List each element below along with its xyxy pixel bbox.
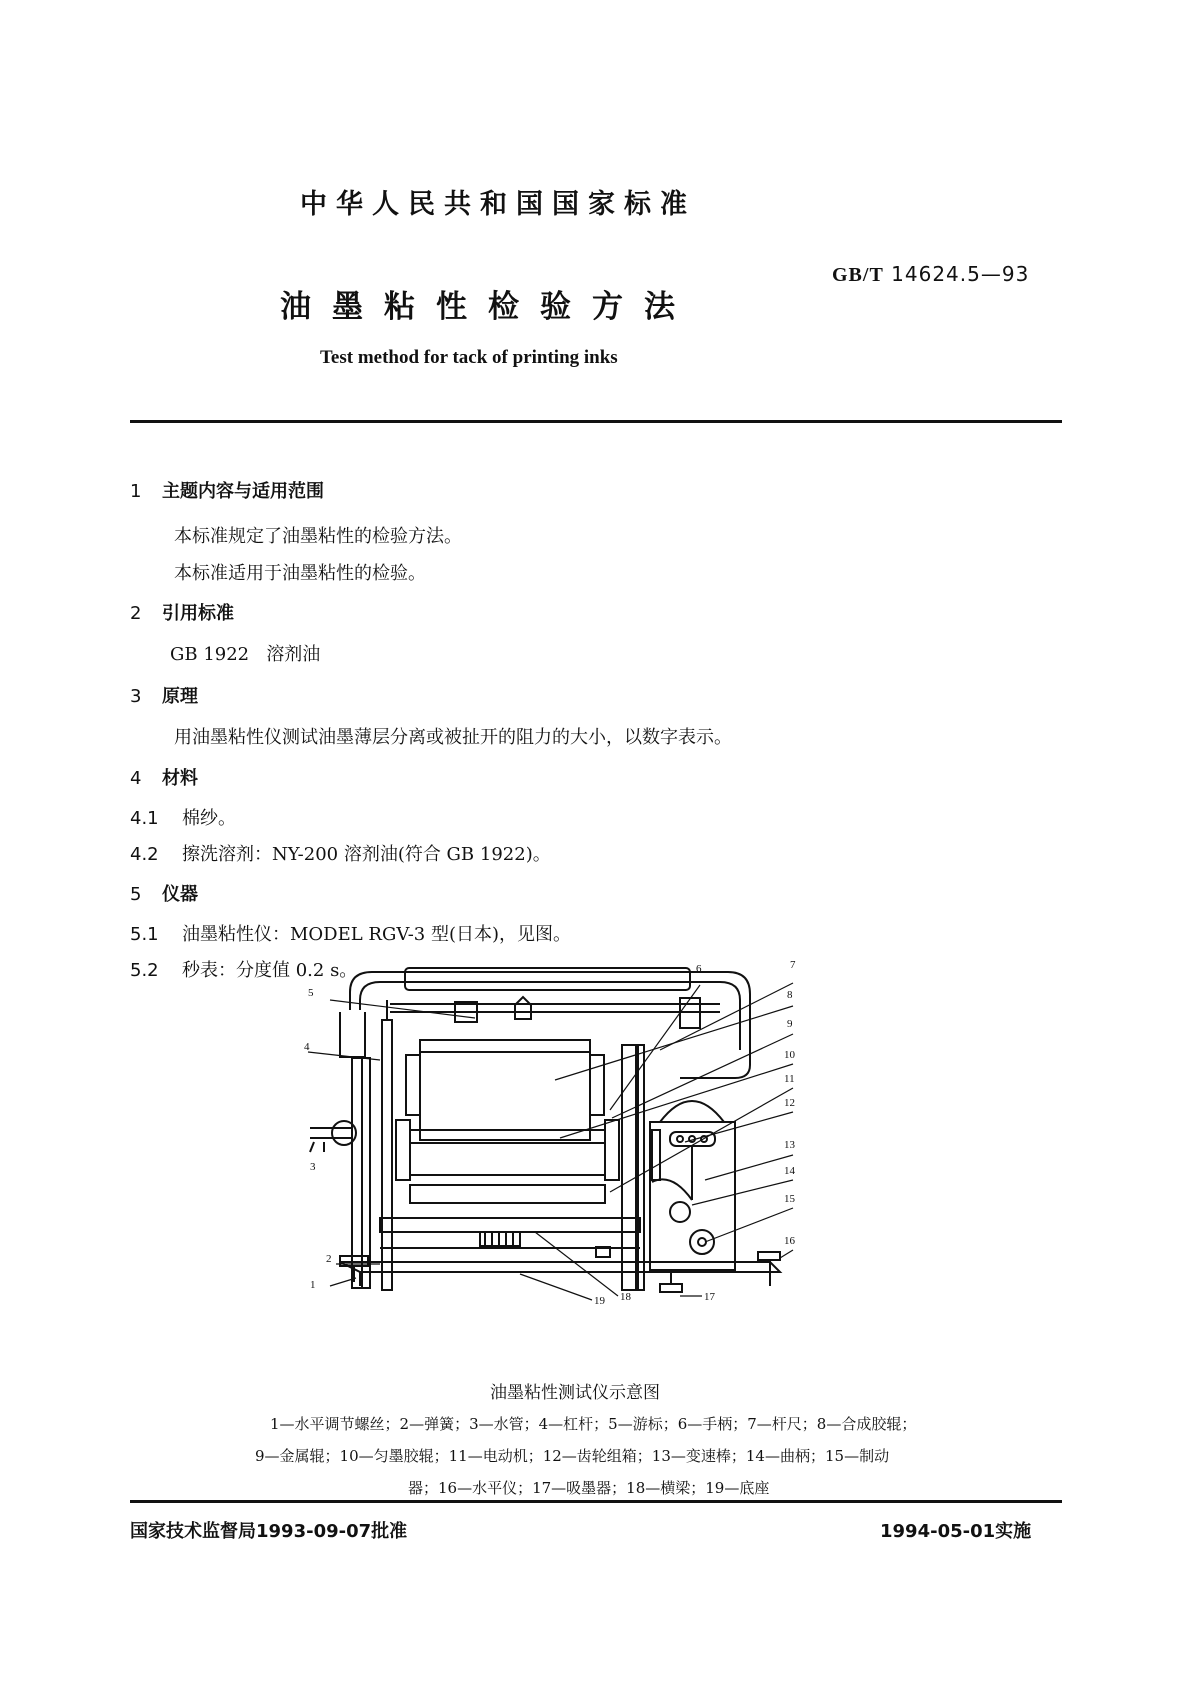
figure-label-5: 5 — [308, 987, 314, 999]
standard-number: 14624.5—93 — [891, 262, 1030, 286]
figure-label-14: 14 — [784, 1165, 795, 1177]
vernier — [515, 997, 531, 1019]
level-gauge — [758, 1252, 780, 1260]
figure-label-16: 16 — [784, 1235, 795, 1247]
section-1-line-1: 本标准规定了油墨粘性的检验方法。 — [174, 526, 462, 547]
section-4-heading: 4 材料 — [130, 768, 198, 789]
distributor-roller — [410, 1185, 605, 1203]
figure-caption: 油墨粘性测试仪示意图 — [490, 1383, 660, 1403]
figure-label-4: 4 — [304, 1041, 310, 1053]
section-1-line-2: 本标准适用于油墨粘性的检验。 — [174, 563, 426, 584]
figure-legend-line-2: 9—金属辊；10—匀墨胶辊；11—电动机；12—齿轮组箱；13—变速棒；14—曲柄；15—制动 — [255, 1447, 890, 1465]
approval-date: 国家技术监督局1993-09-07批准 — [130, 1521, 408, 1542]
title-en: Test method for tack of printing inks — [320, 347, 618, 368]
tack-tester-diagram — [300, 960, 890, 1345]
standard-code — [832, 262, 1029, 287]
brake — [690, 1230, 714, 1254]
top-divider — [130, 420, 1062, 423]
item-4-1: 4.1 棉纱。 — [130, 808, 236, 829]
national-standard-heading: 中华人民共和国国家标准 — [300, 189, 696, 220]
figure-label-11: 11 — [784, 1073, 795, 1085]
crossbeam — [380, 1218, 640, 1232]
figure-label-17: 17 — [704, 1291, 715, 1303]
effective-date: 1994-05-01实施 — [880, 1521, 1032, 1542]
figure-label-12: 12 — [784, 1097, 795, 1109]
crank — [670, 1202, 690, 1222]
section-2-heading: 2 引用标准 — [130, 603, 234, 624]
figure-label-19: 19 — [594, 1295, 605, 1307]
figure-legend-line-3: 器；16—水平仪；17—吸墨器；18—横梁；19—底座 — [408, 1479, 770, 1497]
item-5-2: 5.2 秒表：分度值 0.2 s。 — [130, 960, 358, 981]
bottom-divider — [130, 1500, 1062, 1503]
figure-label-1: 1 — [310, 1279, 316, 1291]
figure-label-7: 7 — [790, 960, 796, 971]
metal-roller — [410, 1130, 605, 1175]
ink-absorber — [660, 1284, 682, 1292]
lever-rod — [382, 1020, 392, 1290]
motor-housing — [660, 1101, 724, 1122]
composite-roller — [420, 1040, 590, 1140]
figure-label-2: 2 — [326, 1253, 332, 1265]
figure-label-8: 8 — [787, 989, 793, 1001]
item-4-2: 4.2 擦洗溶剂：NY-200 溶剂油(符合 GB 1922)。 — [130, 844, 551, 865]
title-cn: 油墨粘性检验方法 — [280, 289, 696, 325]
section-3-text: 用油墨粘性仪测试油墨薄层分离或被扯开的阻力的大小，以数字表示。 — [174, 727, 732, 748]
section-5-heading: 5 仪器 — [130, 884, 198, 905]
figure-legend-line-1: 1—水平调节螺丝；2—弹簧；3—水管；4—杠杆；5—游标；6—手柄；7—杆尺；8—合成胶辊； — [270, 1415, 917, 1433]
figure-label-15: 15 — [784, 1193, 795, 1205]
section-1-heading: 1 主题内容与适用范围 — [130, 481, 324, 502]
figure-label-13: 13 — [784, 1139, 795, 1151]
figure-label-9: 9 — [787, 1018, 793, 1030]
figure-label-10: 10 — [784, 1049, 795, 1061]
figure-label-18: 18 — [620, 1291, 631, 1303]
figure-label-6: 6 — [696, 963, 702, 975]
standard-prefix: GB/T — [832, 264, 884, 286]
reference-gb1922: GB 1922 溶剂油 — [170, 644, 321, 665]
figure-label-3: 3 — [310, 1161, 316, 1173]
section-3-heading: 3 原理 — [130, 686, 198, 707]
item-5-1: 5.1 油墨粘性仪：MODEL RGV-3 型(日本)，见图。 — [130, 924, 572, 945]
